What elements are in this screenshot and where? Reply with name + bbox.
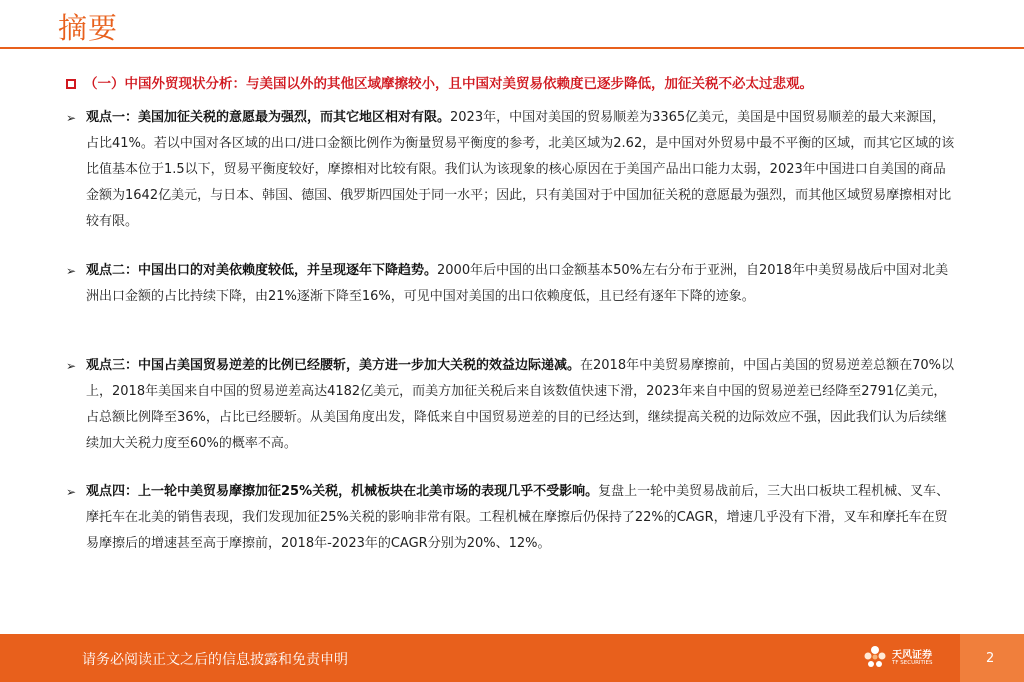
point-1-text	[86, 105, 958, 235]
arrow-bullet-icon: ➢	[66, 359, 77, 373]
point-1-bold: 观点一：美国加征关税的意愿最为强烈，而其它地区相对有限。	[86, 110, 451, 125]
arrow-bullet-icon: ➢	[66, 485, 77, 499]
footer-bar	[0, 634, 1024, 682]
point-4-bold: 观点四：上一轮中美贸易摩擦加征25%关税，机械板块在北美市场的表现几乎不受影响。	[86, 484, 599, 499]
point-3-body: 在2018年中美贸易摩擦前，中国占美国的贸易逆差总额在70%以上，2018年美国来自中国的贸易逆差高达4182亿美元，而美方加征关税后来自该数值快速下滑，2023年来自中国的贸易逆差已经降至2791亿美元，占总额比例降至36%，占比已经腰斩。从美国角度出发，降低来自中国贸易逆差的目的已经达到，继续提高关税的边际效应不强，因此我们认为后续继续加大关税力度至60%的概率不高。	[86, 358, 954, 451]
point-4-text	[86, 479, 958, 557]
point-2-bold: 观点二：中国出口的对美依赖度较低，并呈现逐年下降趋势。	[86, 263, 438, 278]
point-2-text	[86, 258, 958, 310]
point-1	[66, 105, 958, 235]
point-4-body: 复盘上一轮中美贸易战前后，三大出口板块工程机械、叉车、摩托车在北美的销售表现，我们发现加征25%关税的影响非常有限。工程机械在摩擦后仍保持了22%的CAGR，增速几乎没有下滑，叉车和摩托车在贸易摩擦后的增速甚至高于摩擦前，2018年-2023年的CAGR分别为20%、12%。	[86, 484, 950, 551]
disclaimer-notice: 请务必阅读正文之后的信息披露和免责申明	[82, 652, 348, 668]
point-3-bold: 观点三：中国占美国贸易逆差的比例已经腰斩，美方进一步加大关税的效益边际递减。	[86, 358, 581, 373]
page-number: 2	[986, 651, 995, 666]
company-logo	[862, 644, 962, 674]
section-heading	[66, 72, 996, 92]
page-title: 摘要	[58, 11, 119, 45]
point-4	[66, 479, 958, 557]
point-3-text	[86, 353, 958, 457]
logo-name: 天风证券	[892, 650, 932, 661]
point-3	[66, 353, 958, 457]
point-2-body: 2000年后中国的出口金额基本50%左右分布于亚洲，自2018年中美贸易战后中国对北美洲出口金额的占比持续下降，由21%逐渐下降至16%，可见中国对美国的出口依赖度低，且已经有逐年下降的迹象。	[86, 263, 949, 304]
checkbox-square-icon	[66, 79, 76, 89]
flower-logo-icon	[862, 644, 888, 672]
point-1-body: 2023年，中国对美国的贸易顺差为3365亿美元，美国是中国贸易顺差的最大来源国，占比41%。若以中国对各区域的出口/进口金额比例作为衡量贸易平衡度的参考，北美区域为2.62，是中国对外贸易中最不平衡的区域，而其它区域的该比值基本位于1.5以下，贸易平衡度较好，摩擦相对比较有限。我们认为该现象的核心原因在于美国产品出口能力太弱，2023年中国进口自美国的商品金额为1642亿美元，与日本、韩国、德国、俄罗斯四国处于同一水平；因此，只有美国对于中国加征关税的意愿最为强烈，而其他区域贸易摩擦相对比较有限。	[86, 110, 955, 229]
section-heading-text: （一）中国外贸现状分析：与美国以外的其他区域摩擦较小，且中国对美贸易依赖度已逐步降低，加征关税不必太过悲观。	[84, 76, 813, 92]
title-divider	[0, 47, 1024, 49]
point-2	[66, 258, 958, 310]
arrow-bullet-icon: ➢	[66, 111, 77, 125]
logo-subtitle: TF SECURITIES	[892, 660, 933, 666]
arrow-bullet-icon: ➢	[66, 264, 77, 278]
